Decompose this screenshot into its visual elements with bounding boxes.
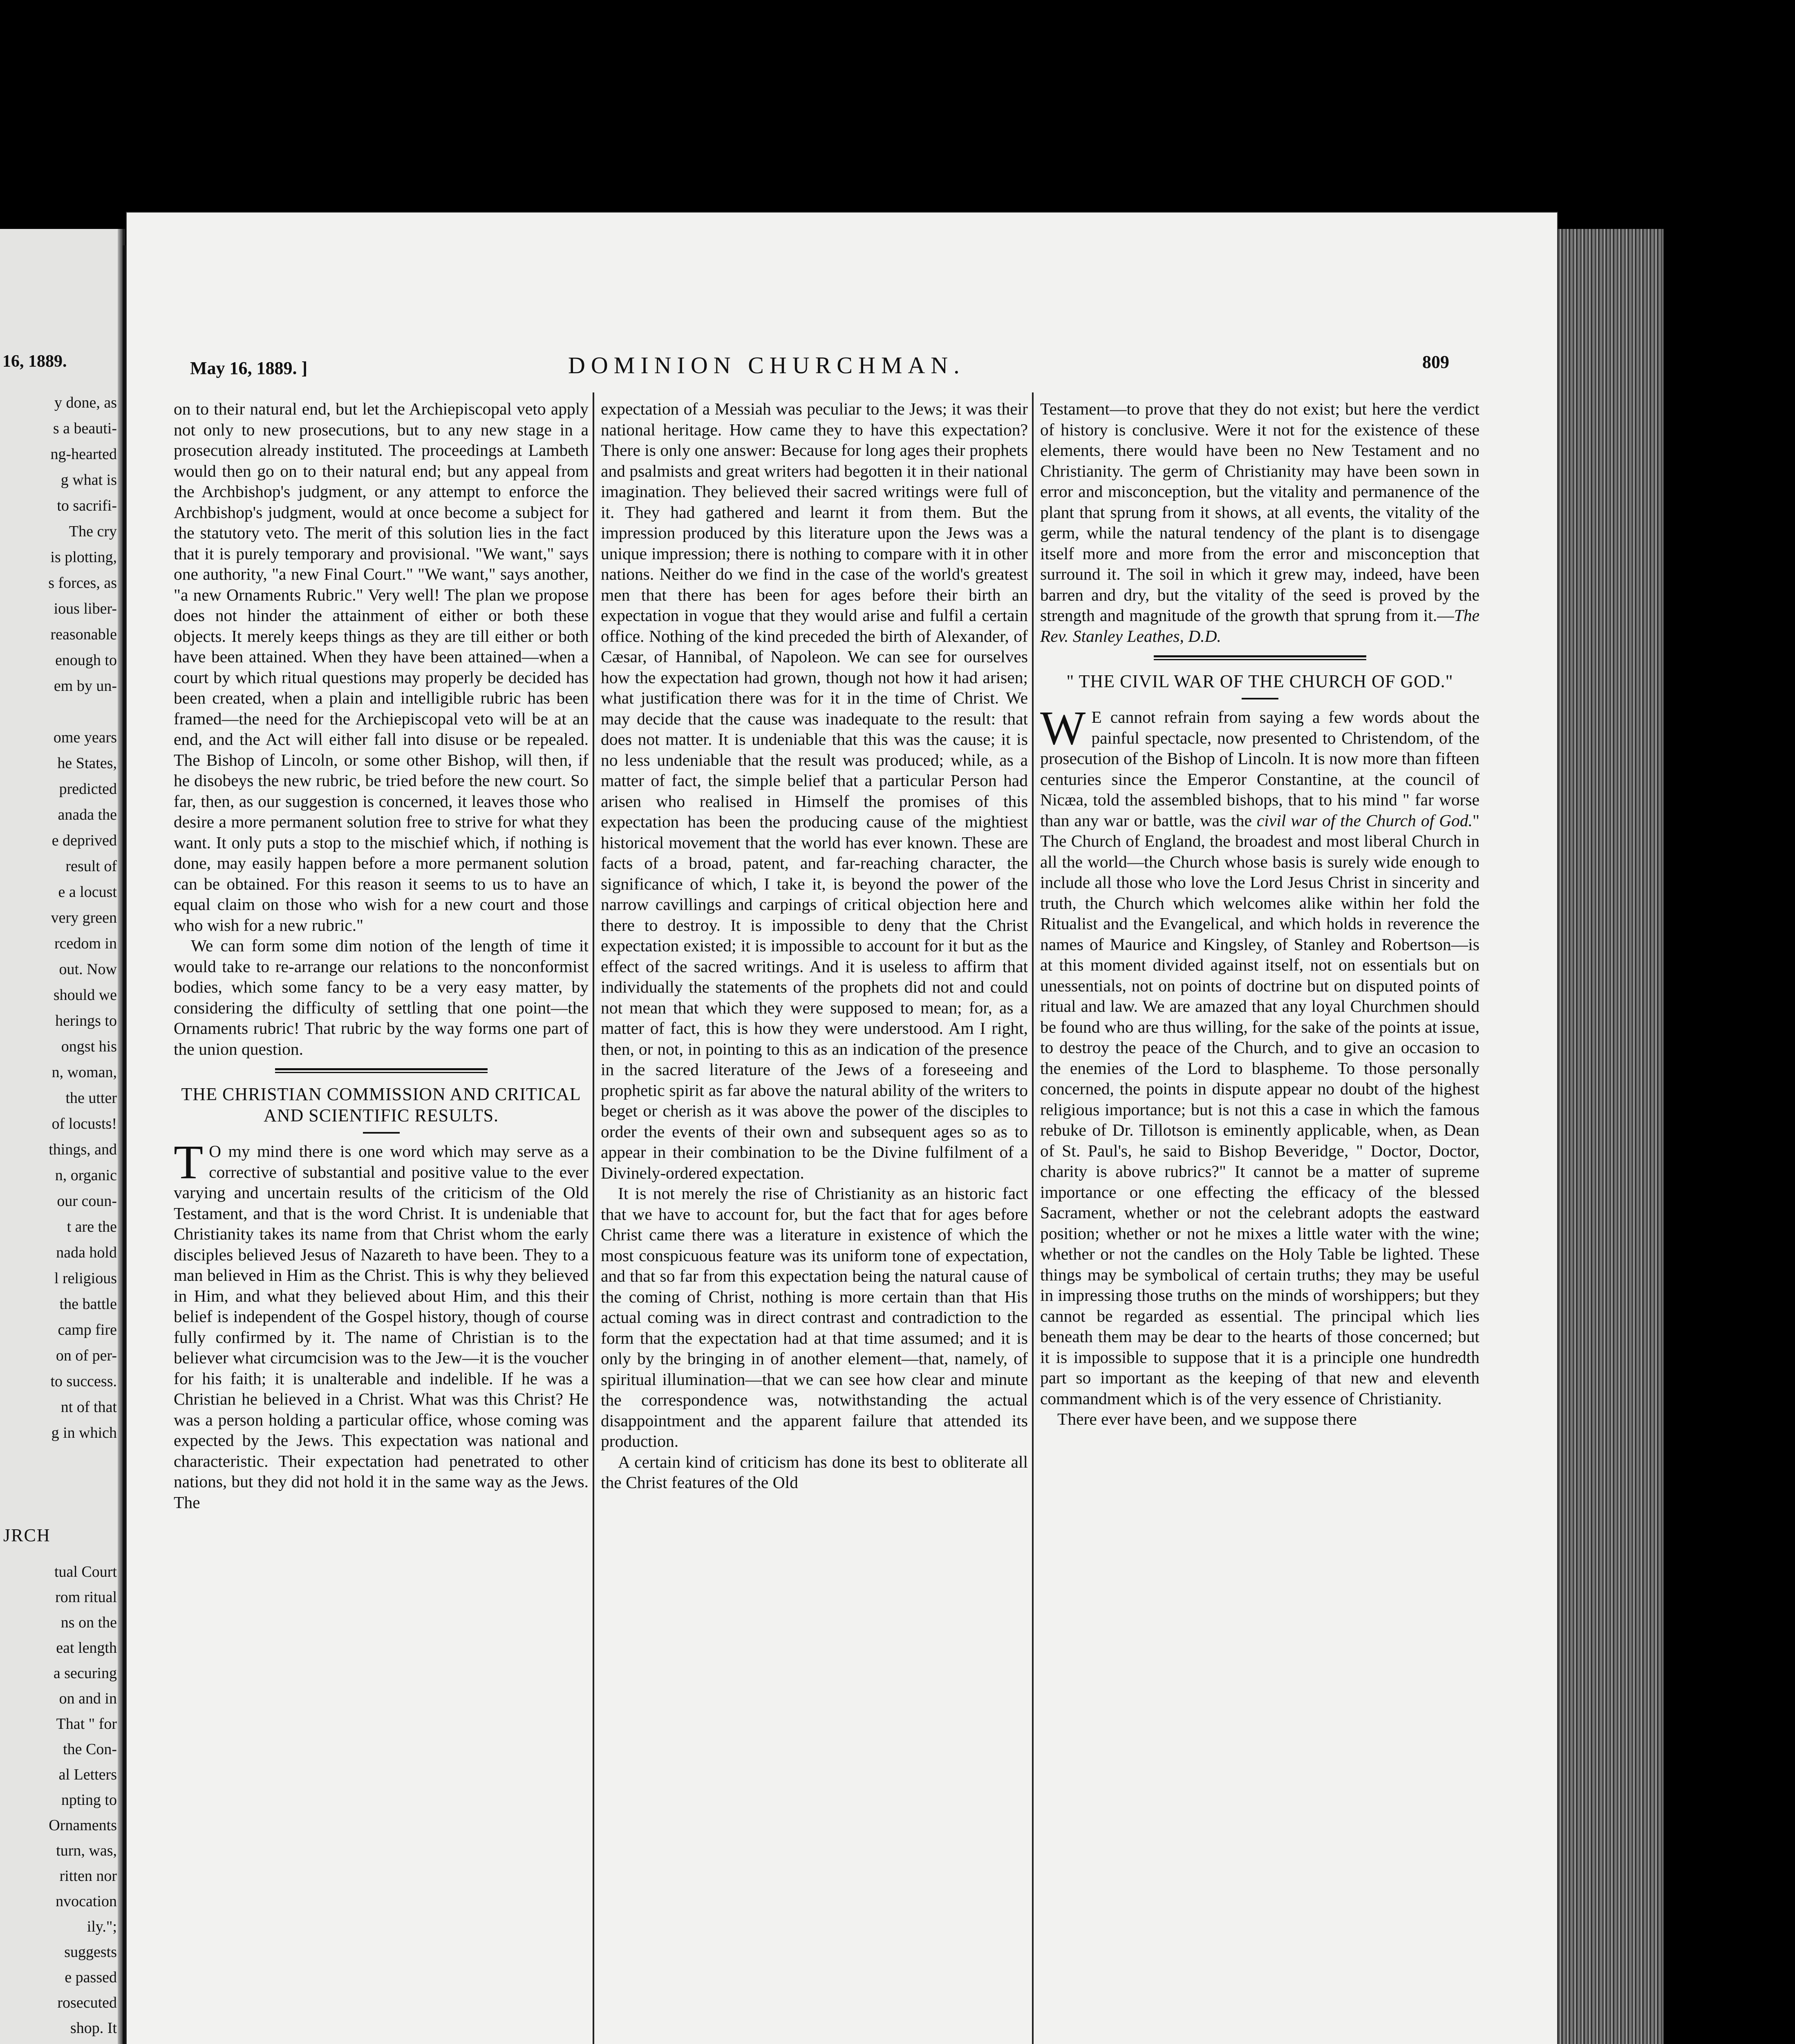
col2-paragraph: It is not merely the rise of Christianity as an historic fact that we have to account for, but the fact that for ages before Christ came there was a literature in existence of which the most conspicuous feature was its uniform tone of expectation, and that so far from this expectation being the natural cause of the coming of Christ, nothing is more certain than that His actual coming was in direct contrast and contradiction to the form that the expectation had at that time assumed; and it is only by the bringing in of another element—that, namely, of spiritual illumination—that we can see how clear and minute the correspondence was, notwithstanding the actual disappointment and the apparent failure that attended its production.: [601, 1184, 1028, 1450]
left-page-fragment-line: on of per-: [56, 1347, 117, 1364]
left-page-fragment-line: e deprived: [51, 832, 117, 849]
left-page-fragment-line: rcedom in: [54, 935, 117, 952]
left-page-fragment-line: n, organic: [55, 1167, 117, 1184]
left-page-fragment-line: nada hold: [56, 1244, 117, 1261]
col2-paragraph: A certain kind of criticism has done its best to obliterate all the Christ features of the Old: [601, 1452, 1028, 1492]
left-page-fragment-line: al Letters: [58, 1766, 117, 1783]
drop-cap: W: [1040, 701, 1086, 755]
page-edges: [1541, 229, 1663, 2044]
left-page-fragment-line: ome years: [53, 729, 117, 746]
left-page-fragment-line: nvocation: [56, 1893, 117, 1910]
left-page-fragment-line: ongst his: [61, 1038, 117, 1055]
drop-cap: T: [174, 1135, 204, 1189]
col3-article-paragraph: [1040, 701, 1479, 1409]
left-page-fragment-line: ritten nor: [59, 1867, 117, 1885]
column-1: [174, 399, 589, 1513]
left-page-fragment-line: predicted: [59, 780, 117, 798]
column-2: [601, 399, 1028, 1493]
section-divider: [1154, 655, 1366, 660]
left-page-date: 16, 1889.: [2, 352, 67, 371]
left-page-fragment-line: anada the: [58, 806, 117, 823]
left-page-fragment-line: out. Now: [59, 961, 117, 978]
left-page-fragment-line: rom ritual: [55, 1589, 117, 1606]
col2-paragraph: expectation of a Messiah was peculiar to the Jews; it was their national heritage. How came they to have this expectation? There is only one answer: Because for long ages their prophets and psalmists and great writers had begotten it in their national imagination. They believed their sacred writings were full of it. They had gathered and learnt it from them. But the impression produced by this literature upon the Jews was a unique impression; there is nothing to compare with it in other nations. Neither do we find in the case of the world's greatest men that there has been for ages before their birth an expectation in vogue that they would arise and fulfil a certain office. Nothing of the kind preceded the birth of Alexander, of Cæsar, of Hannibal, of Napoleon. We can see for ourselves how the expectation had grown, though not how it had arisen; what justification there was for it in the time of Christ. We may decide that the cause was inadequate to the result: that does not matter. It is undeniable that this was the cause; it is no less undeniable that the result was produced; while, as a matter of fact, the simple belief that a particular Person had arisen who realised in Himself the promises of this expectation has been the producing cause of the mightiest historical movement that the world has ever known. These are facts of a broad, patent, and far-reaching character, the significance of which, I take it, is beyond the power of the narrow cavillings and carpings of critical objection here and there to destroy. It is impossible to deny that the Christ expectation existed; it is impossible to account for it but as the effect of the sacred writings. And it is useless to affirm that individually the statements of the prophets did not and could not mean that which they were supposed to mean; for, as a matter of fact, this is how they were understood. Am I right, then, or not, in pointing to this as an indication of the presence in the sacred literature of the Jews of a foreseeing and prophetic spirit as far above the natural ability of the writers to beget or cherish as it was above the power of the disciples to order the events of their own and subsequent ages so as to appear in their combination to be the Divine fulfilment of a Divinely-ordered expectation.: [601, 399, 1028, 1182]
newspaper-page: [127, 213, 1557, 2044]
left-page-fragment-line: of locusts!: [51, 1115, 117, 1132]
left-page-fragment-line: is plotting,: [50, 549, 117, 566]
left-page-fragment-line: rosecuted: [57, 1994, 117, 2011]
left-page-fragment-line: very green: [51, 909, 117, 926]
col3-article-text: E cannot refrain from saying a few words about the painful spectacle, now presented to Christendom, of the prosecution of the Bishop of Lincoln. It is now more than fifteen centuries since the Emperor Constantine, at the council of Nicæa, told the assembled bishops, that to his mind " far worse than any war or battle, was the: [1040, 708, 1479, 830]
left-page-fragment-line: he States,: [57, 755, 117, 772]
left-page-fragment-line: Ornaments: [49, 1817, 117, 1834]
column-rule-2: [1032, 392, 1034, 2044]
left-page-fragment-line: a securing: [53, 1665, 117, 1682]
title-rule: [363, 1132, 400, 1134]
left-page-fragment-line: should we: [53, 986, 117, 1004]
title-rule: [1242, 698, 1278, 699]
left-page-fragment-line: The cry: [69, 523, 117, 540]
left-page-fragment-line: enough to: [55, 652, 117, 669]
left-page-fragment-line: t are the: [67, 1218, 117, 1235]
left-page-fragment-line: s a beauti-: [53, 420, 117, 437]
left-page-fragment-line: herings to: [55, 1012, 117, 1029]
left-page-fragment-line: the utter: [65, 1089, 117, 1107]
left-page-fragment-line: result of: [65, 858, 117, 875]
left-page-fragment-line: to sacrifi-: [57, 497, 117, 514]
left-page-fragment-line: ns on the: [60, 1614, 117, 1631]
col1-paragraph: on to their natural end, but let the Archiepiscopal veto apply not only to new prosecutions, but to any new stage in a prosecution already instituted. The proceedings at Lambeth would then go on to their natural end; but any appeal from the Archbishop's judgment, or any attempt to enforce the Archbishop's judgment, would at once become a subject for the statutory veto. The merit of this solution lies in the fact that it is purely temporary and provisional. "We want," says one authority, "a new Final Court." "We want," says another, "a new Ornaments Rubric." Very well! The plan we propose does not hinder the attainment of either or both these objects. It merely keeps things as they are till either or both have been attained. When they have been attained—when a court by which ritual questions may properly be decided has been created, when a plain and intelligible rubric has been framed—the need for the Archiepiscopal veto will be at an end, and the Act will either fall into disuse or be repealed. The Bishop of Lincoln, or some other Bishop, will then, if he disobeys the new rubric, be tried before the new court. So far, then, as our suggestion is concerned, it leaves those who desire a more permanent solution free to strive for what they want. It only puts a stop to the mischief which, if nothing is done, may easily happen before a more permanent solution can be obtained. For this reason it seems to us to have an equal claim on those who wish for a new court and those who wish for a new rubric.": [174, 399, 589, 935]
left-page-fragment-line: em by un-: [54, 677, 117, 695]
left-page-fragment-line: nt of that: [60, 1399, 117, 1416]
left-page-fragment-line: the battle: [59, 1295, 117, 1313]
section-divider: [275, 1068, 488, 1073]
left-page-fragment-line: shop. It: [70, 2019, 117, 2037]
left-page-fragment-line: y done, as: [54, 394, 117, 411]
left-page-fragment-line: camp fire: [58, 1321, 117, 1338]
page-number: 809: [1422, 352, 1449, 372]
left-page-fragment-line: npting to: [61, 1791, 117, 1809]
left-page-fragment-line: reasonable: [50, 626, 117, 643]
left-page-fragment-line: l religious: [54, 1270, 117, 1287]
left-page-fragment-line: the Con-: [63, 1741, 117, 1758]
left-page-heading-fragment: JRCH: [3, 1525, 51, 1545]
col3-text: Testament—to prove that they do not exist; but here the verdict of history is conclusive. Were it not for the existence of these elements, there would have been no New Testament and no Christianity. The germ of Christianity may have been sown in error and misconception, but the vitality and permanence of the plant that sprung from it shows, at all events, the vitality of the germ, while the natural tendency of the plant is to disengage itself more and more from the error and misconception that surround it. The soil in which it grew may, indeed, have been barren and dry, but the vitality of the seed is proved by the strength and magnitude of the growth that sprung from it.—: [1040, 399, 1479, 625]
left-page-fragment-line: ily.";: [87, 1918, 117, 1935]
section-title: THE CHRISTIAN COMMISSION AND CRITICAL AND SCIENTIFIC RESULTS.: [181, 1084, 581, 1125]
col3-paragraph: There ever have been, and we suppose there: [1057, 1410, 1357, 1428]
column-3: [1040, 399, 1479, 1430]
left-page-fragment-line: g what is: [60, 471, 117, 489]
emphasis-text: civil war of the Church of God.: [1256, 811, 1473, 830]
col1-paragraph: We can form some dim notion of the length of time it would take to re-arrange our relations to the nonconformist bodies, which some fancy to be a very easy matter, by considering the difficulty of settling that one point—the Ornaments rubric! That rubric by the way forms one part of the union question.: [174, 936, 589, 1058]
page-date: May 16, 1889. ]: [190, 358, 308, 378]
section-title: " THE CIVIL WAR OF THE CHURCH OF GOD.": [1066, 671, 1453, 691]
left-page-fragment-line: ng-hearted: [50, 446, 117, 463]
col1-article-paragraph: [174, 1135, 589, 1513]
col3-article-text: " The Church of England, the broadest and most liberal Church in all the world—the Church whose basis is surely wide enough to include all those who love the Lord Jesus Christ in sincerity and truth, the Church which welcomes alike within her fold the Ritualist and the Evangelical, and which holds in reverence the names of Maurice and Kingsley, of Stanley and Robertson—is at this moment divided against itself, not on essentials but on unessentials, not on points of doctrine but on disputed points of ritual and law. We are amazed that any loyal Churchmen should be found who are thus willing, for the sake of the points at issue, to destroy the peace of the Church, and to give an occasion to the enemies of the Lord to blaspheme. To those personally concerned, the points in dispute appear no doubt of the highest religious importance; but is not this a case in which the famous rebuke of Dr. Tillotson is eminently applicable, when, as Dean of St. Paul's, he said to Bishop Beveridge, " Doctor, Doctor, charity is above rubrics?" It cannot be a matter of supreme importance or one effecting the efficacy of the blessed Sacrament, whether or not the celebrant adopts the eastward position; whether or not he mixes a little water with the wine; whether or not the candles on the Holy Table be lighted. These things may be symbolical of certain truths; they may be useful in impressing those truths on the minds of worshippers; but they cannot be regarded as essential. The principal which lies beneath them may be dear to the hearts of those concerned; but it is impossible to suppose that it is a principle one hundredth part so important as the keeping of that new and eleventh commandment which is of the very essence of Christianity.: [1040, 811, 1479, 1408]
left-page-fragment-line: n, woman,: [51, 1064, 117, 1081]
left-page-fragment-line: That " for: [56, 1715, 117, 1732]
signature: The Rev. Stanley Leathes, D.D.: [1040, 606, 1479, 645]
left-page-fragment-line: tual Court: [54, 1563, 117, 1580]
left-page-fragment-line: s forces, as: [48, 574, 117, 592]
col3-paragraph: [1040, 399, 1479, 646]
left-page-fragment-line: things, and: [49, 1141, 117, 1158]
left-page-fragment-line: on and in: [59, 1690, 117, 1707]
left-page-fragment-line: turn, was,: [56, 1842, 117, 1859]
left-page-fragment-line: to success.: [50, 1373, 117, 1390]
left-page-fragment-line: eat length: [56, 1639, 117, 1656]
left-page-fragment-line: suggests: [64, 1943, 117, 1961]
col1-article-text: O my mind there is one word which may serve as a corrective of substantial and positive value to the ever varying and uncertain results of the criticism of the Old Testament, and that is the word Christ. It is undeniable that Christianity takes its name from that Christ whom the early disciples believed Jesus of Nazareth to have been. They to a man believed in Him as the Christ. This is why they believed in Him, and what they believed about Him, and this their belief is independent of the Gospel history, though of course fully confirmed by it. The name of Christian is to the believer what circumcision was to the Jew—it is the voucher for his faith; it is unalterable and indelible. If he was a Christian he believed in a Christ. What was this Christ? He was a person holding a particular office, whose coming was expected by the Jews. This expectation was national and characteristic. Their expectation had penetrated to other nations, but they did not hold it in the same way as the Jews. The: [174, 1142, 589, 1512]
left-page-fragment-line: e a locust: [58, 883, 117, 901]
left-page-fragment-line: ious liber-: [54, 600, 117, 617]
left-page-fragment-line: e passed: [65, 1969, 117, 1986]
left-page-edge: [0, 229, 125, 2044]
left-page-fragment-line: our coun-: [57, 1192, 117, 1210]
left-page-fragment-line: g in which: [51, 1424, 117, 1441]
column-rule-1: [593, 392, 594, 2044]
publication-title: DOMINION CHURCHMAN.: [568, 352, 965, 379]
